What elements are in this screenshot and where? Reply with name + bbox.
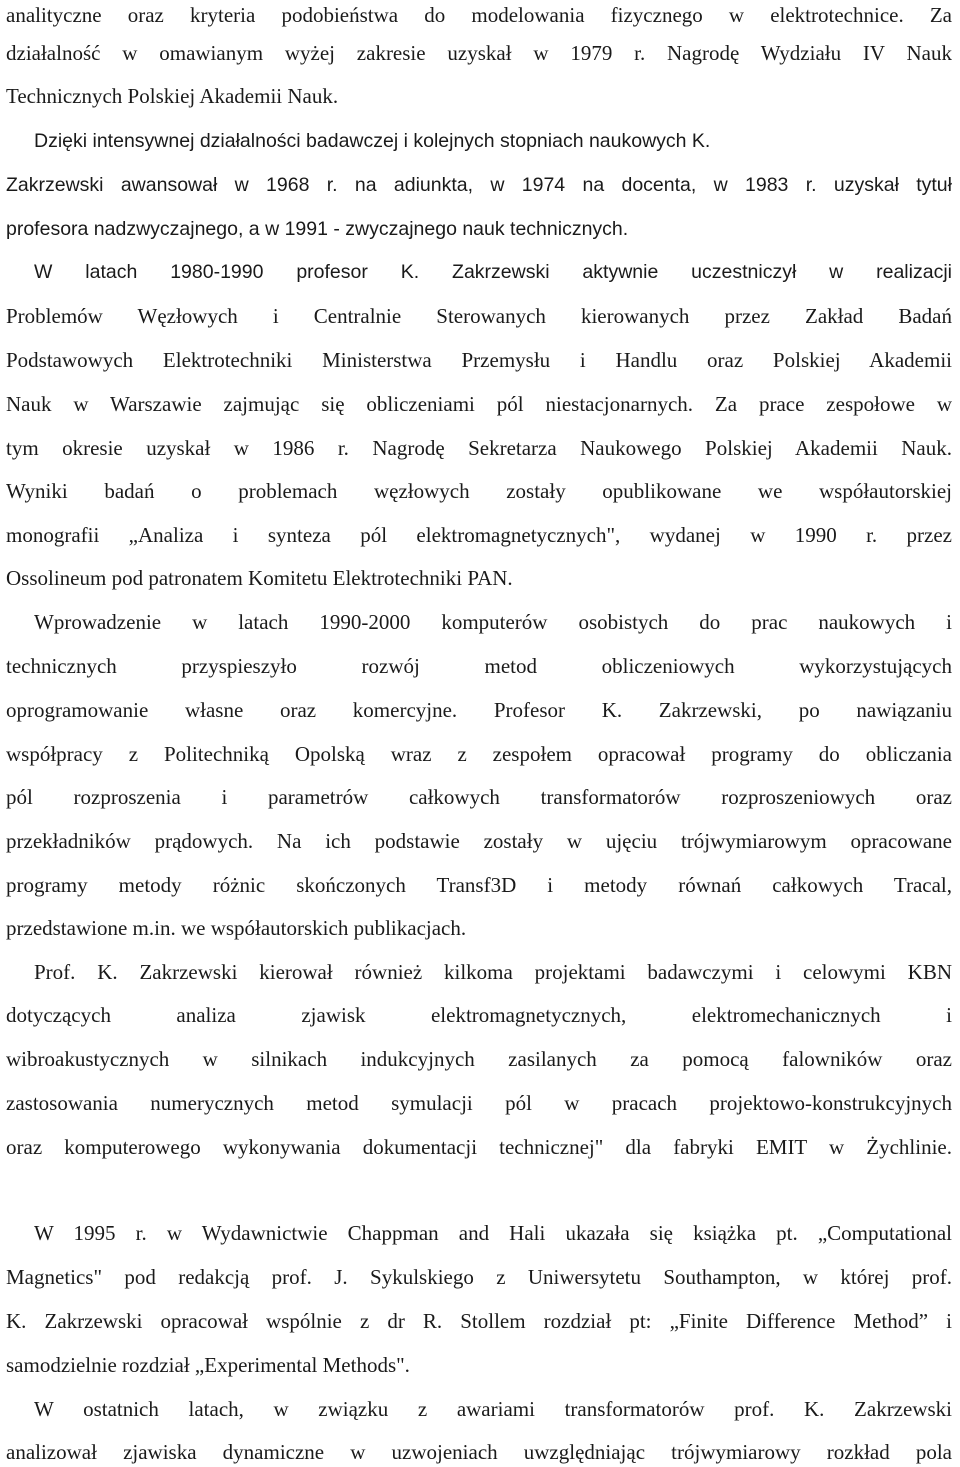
text-line: Wyniki badań o problemach węzłowych zostały opublikowane we współautorskiej (6, 479, 952, 503)
text-line: Prof. K. Zakrzewski kierował również kilkoma projektami badawczymi i celowymi KBN (34, 960, 952, 984)
text-line: tym okresie uzyskał w 1986 r. Nagrodę Sekretarza Naukowego Polskiej Akademii Nauk. (6, 436, 952, 460)
text-line: profesora nadzwyczajnego, a w 1991 - zwyczajnego nauk technicznych. (6, 218, 629, 240)
text-line: Problemów Węzłowych i Centralnie Sterowanych kierowanych przez Zakład Badań (6, 304, 952, 328)
text-line: współpracy z Politechniką Opolską wraz z zespołem opracował programy do obliczania (6, 742, 952, 766)
text-line: analityczne oraz kryteria podobieństwa do modelowania fizycznego w elektrotechnice. Za (6, 3, 952, 27)
text-line: oraz komputerowego wykonywania dokumentacji technicznej" dla fabryki EMIT w Żychlinie. (6, 1135, 952, 1159)
text-line: przedstawione m.in. we współautorskich publikacjach. (6, 916, 467, 940)
text-line: przekładników prądowych. Na ich podstawie zostały w ujęciu trójwymiarowym opracowane (6, 829, 952, 853)
text-line: wibroakustycznych w silnikach indukcyjnych zasilanych za pomocą falowników oraz (6, 1047, 952, 1071)
text-line: zastosowania numerycznych metod symulacji pól w pracach projektowo-konstrukcyjnych (6, 1091, 952, 1115)
text-line: działalność w omawianym wyżej zakresie uzyskał w 1979 r. Nagrodę Wydziału IV Nauk (6, 41, 952, 65)
text-line: W 1995 r. w Wydawnictwie Chappman and Hali ukazała się książka pt. „Computational (34, 1221, 952, 1245)
text-line: Technicznych Polskiej Akademii Nauk. (6, 84, 339, 108)
text-line: Wprowadzenie w latach 1990-2000 komputerów osobistych do prac naukowych i (34, 610, 952, 634)
text-line: Podstawowych Elektrotechniki Ministerstwa Przemysłu i Handlu oraz Polskiej Akademii (6, 348, 952, 372)
text-line: Magnetics" pod redakcją prof. J. Sykulskiego z Uniwersytetu Southampton, w której prof. (6, 1265, 952, 1289)
text-line: Zakrzewski awansował w 1968 r. na adiunkta, w 1974 na docenta, w 1983 r. uzyskał tytuł (6, 174, 952, 196)
text-line: Nauk w Warszawie zajmując się obliczeniami pól niestacjonarnych. Za prace zespołowe w (6, 392, 952, 416)
text-line: technicznych przyspieszyło rozwój metod obliczeniowych wykorzystujących (6, 654, 952, 678)
text-line: monografii „Analiza i synteza pól elektromagnetycznych", wydanej w 1990 r. przez (6, 523, 952, 547)
text-line: pól rozproszenia i parametrów całkowych transformatorów rozproszeniowych oraz (6, 785, 952, 809)
text-line: W ostatnich latach, w związku z awariami transformatorów prof. K. Zakrzewski (34, 1397, 952, 1421)
text-line: W latach 1980-1990 profesor K. Zakrzewski aktywnie uczestniczył w realizacji (34, 261, 952, 283)
text-line: dotyczących analiza zjawisk elektromagnetycznych, elektromechanicznych i (6, 1003, 952, 1027)
text-line: samodzielnie rozdział „Experimental Methods". (6, 1353, 410, 1377)
text-line: analizował zjawiska dynamiczne w uzwojeniach uwzględniając trójwymiarowy rozkład pola (6, 1440, 952, 1464)
text-line: K. Zakrzewski opracował wspólnie z dr R. Stollem rozdział pt: „Finite Difference Method” i (6, 1309, 952, 1333)
text-line: oprogramowanie własne oraz komercyjne. Profesor K. Zakrzewski, po nawiązaniu (6, 698, 952, 722)
text-line: Dzięki intensywnej działalności badawczej i kolejnych stopniach naukowych K. (34, 130, 711, 152)
text-line: programy metody różnic skończonych Transf3D i metody równań całkowych Tracal, (6, 873, 952, 897)
text-line: Ossolineum pod patronatem Komitetu Elektrotechniki PAN. (6, 566, 513, 590)
